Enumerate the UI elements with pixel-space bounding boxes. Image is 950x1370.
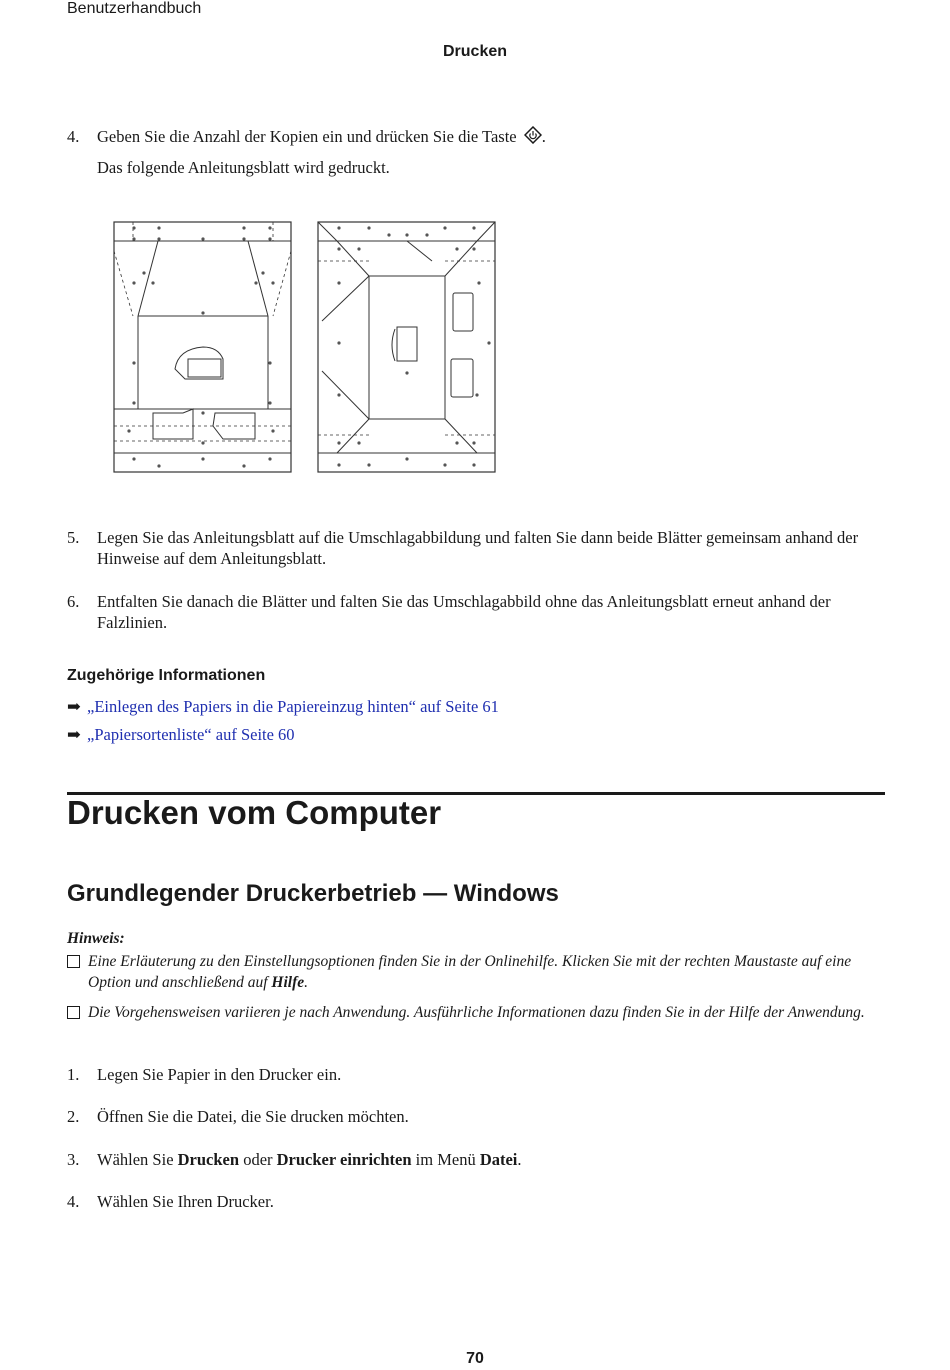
note-item-2 xyxy=(67,1002,867,1023)
note-bold-text: Hilfe xyxy=(271,974,305,991)
note-label: Hinweis: xyxy=(67,930,125,947)
step-4 xyxy=(67,1191,877,1212)
step-text: Legen Sie das Anleitungsblatt auf die Umschlagabbildung und falten Sie dann beide Blätter gemeinsam anhand der Hinweise auf dem Anleitungsblatt. xyxy=(97,528,859,568)
related-link-paper-types[interactable] xyxy=(67,725,295,745)
step-text: Öffnen Sie die Datei, die Sie drucken möchten. xyxy=(97,1107,409,1126)
step-number: 5. xyxy=(67,528,80,547)
step-4-top xyxy=(67,126,877,147)
menu-item-drucken: Drucken xyxy=(177,1150,240,1169)
note-item-1 xyxy=(67,951,867,993)
page-number: 70 xyxy=(466,1350,484,1367)
step-3 xyxy=(67,1149,877,1170)
step-text: Wählen Sie Ihren Drucker. xyxy=(97,1192,274,1211)
section-header: Drucken xyxy=(442,43,508,60)
section-heading: Grundlegender Druckerbetrieb — Windows xyxy=(67,880,559,907)
step-1 xyxy=(67,1064,877,1085)
step-text: Legen Sie Papier in den Drucker ein. xyxy=(97,1065,342,1084)
step-number: 3. xyxy=(67,1150,80,1169)
step-text: Entfalten Sie danach die Blätter und falten Sie das Umschlagabbild ohne das Anleitungsblatt erneut anhand der Falzlinien. xyxy=(97,592,831,632)
step-text: . xyxy=(517,1150,522,1169)
related-link-text[interactable]: „Papiersortenliste“ auf Seite 60 xyxy=(87,725,295,744)
step-number: 4. xyxy=(67,1192,80,1211)
step-number: 1. xyxy=(67,1065,80,1084)
step-number: 6. xyxy=(67,592,80,611)
arrow-right-icon: ➡ xyxy=(67,725,81,744)
menu-datei: Datei xyxy=(479,1150,518,1169)
arrow-right-icon: ➡ xyxy=(67,697,81,716)
step-2 xyxy=(67,1106,877,1127)
related-link-paper-loading[interactable] xyxy=(67,697,499,717)
step-number: 4. xyxy=(67,127,80,146)
step-suffix: . xyxy=(541,127,546,146)
step-4-result: Das folgende Anleitungsblatt wird gedruckt. xyxy=(97,158,390,177)
note-text: Eine Erläuterung zu den Einstellungsoptionen finden Sie in der Onlinehilfe. Klicken Sie mit der rechten Maustaste auf eine Option und anschließend auf xyxy=(88,953,852,991)
step-5 xyxy=(67,527,877,569)
document-title: Benutzerhandbuch xyxy=(67,0,202,17)
instruction-sheet-landscape-figure xyxy=(113,221,293,474)
checkbox-bullet-icon xyxy=(67,1006,80,1019)
note-end: . xyxy=(304,974,308,991)
step-text: oder xyxy=(239,1150,277,1169)
step-6 xyxy=(67,591,877,633)
step-text: im Menü xyxy=(411,1150,480,1169)
step-text: Wählen Sie xyxy=(97,1150,178,1169)
related-link-text[interactable]: „Einlegen des Papiers in die Papiereinzug hinten“ auf Seite 61 xyxy=(87,697,499,716)
checkbox-bullet-icon xyxy=(67,955,80,968)
note-text: Die Vorgehensweisen variieren je nach Anwendung. Ausführliche Informationen dazu finden Sie in der Hilfe der Anwendung. xyxy=(88,1004,865,1021)
instruction-sheet-portrait-figure xyxy=(317,221,497,474)
menu-item-drucker-einrichten: Drucker einrichten xyxy=(276,1150,412,1169)
step-number: 2. xyxy=(67,1107,80,1126)
related-info-heading: Zugehörige Informationen xyxy=(67,667,266,684)
chapter-heading: Drucken vom Computer xyxy=(67,794,442,831)
start-diamond-icon xyxy=(524,126,542,144)
step-text: Geben Sie die Anzahl der Kopien ein und drücken Sie die Taste xyxy=(97,127,517,146)
